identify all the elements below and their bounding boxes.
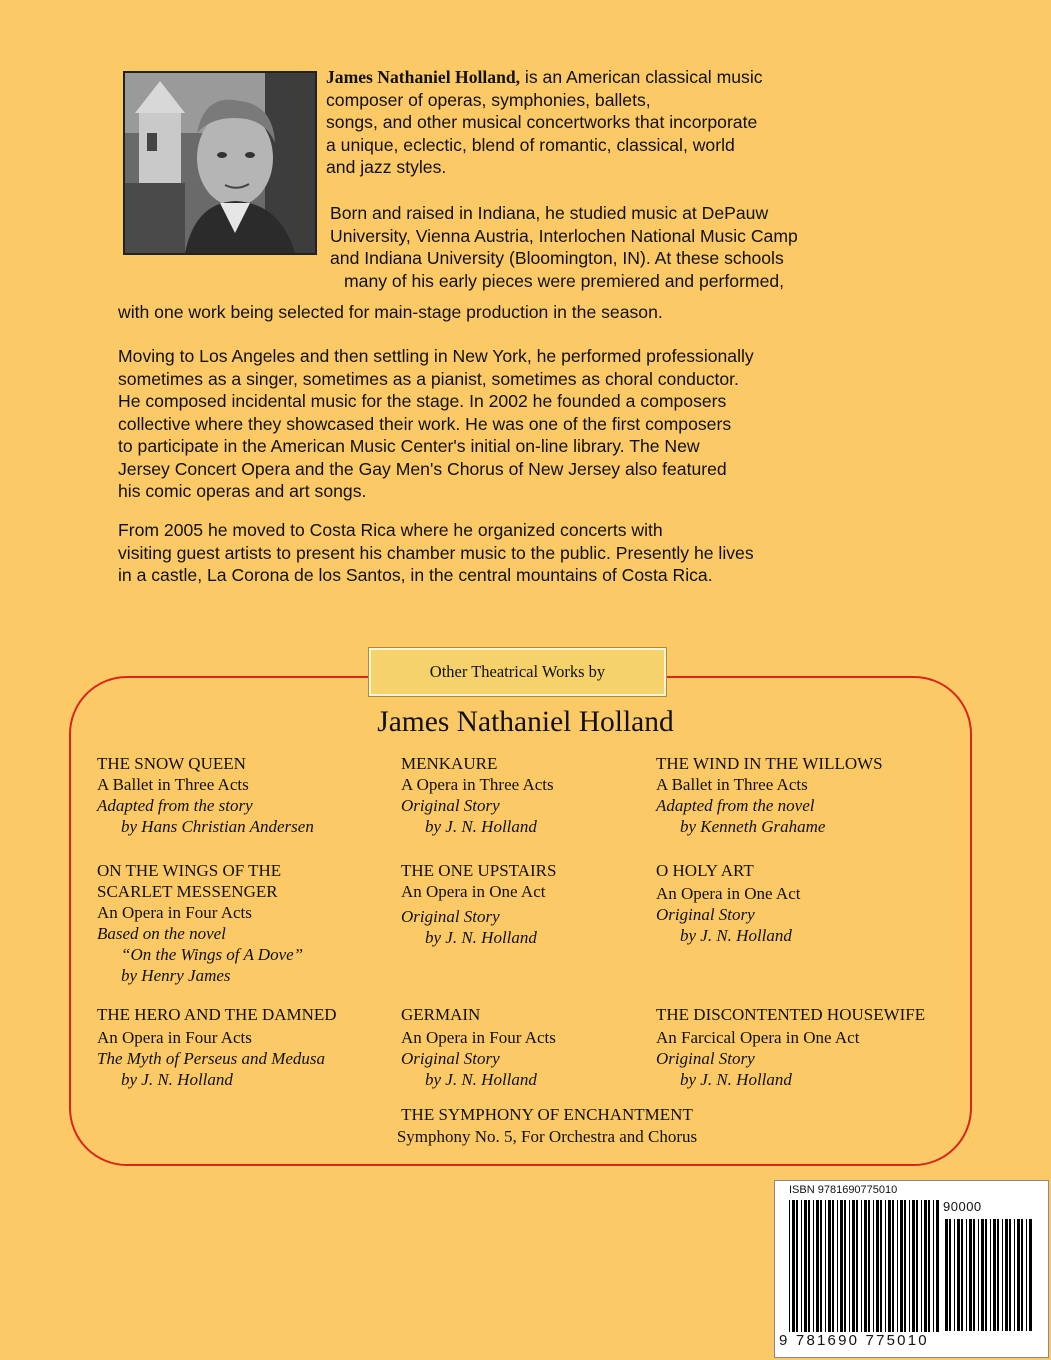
work-title: THE WIND IN THE WILLOWS (656, 754, 883, 773)
work-author: by J. N. Holland (680, 926, 792, 945)
barcode-bar (909, 1200, 910, 1332)
barcode-bar (954, 1219, 955, 1331)
work-title: THE SNOW QUEEN (97, 754, 246, 773)
symphony-entry (0, 1104, 1051, 1148)
barcode-bar (1002, 1219, 1003, 1331)
barcode-bar (1014, 1219, 1015, 1331)
work-item (97, 860, 303, 986)
work-item (401, 753, 554, 837)
bio-line: with one work being selected for main-stage production in the season. (118, 302, 663, 322)
barcode-bar (966, 1219, 967, 1331)
isbn-number: ISBN 9781690775010 (789, 1184, 898, 1196)
work-source: Adapted from the story (97, 796, 253, 815)
barcode-bar (888, 1200, 891, 1332)
work-title: THE ONE UPSTAIRS (401, 861, 557, 880)
bio-line: songs, and other musical concertworks that incorporate (326, 112, 758, 132)
symphony-subtitle: Symphony No. 5, For Orchestra and Chorus (396, 1127, 698, 1146)
work-type: A Opera in Three Acts (401, 775, 554, 794)
work-type: An Farcical Opera in One Act (656, 1028, 860, 1047)
barcode-bar (900, 1200, 903, 1332)
barcode-bar (924, 1200, 927, 1332)
bio-line: composer of operas, symphonies, ballets, (326, 89, 651, 110)
barcode-bar (921, 1200, 922, 1332)
barcode-bar (1009, 1219, 1011, 1331)
barcode-bar (961, 1219, 963, 1331)
barcode-bar (813, 1200, 814, 1332)
barcode-bar (820, 1200, 822, 1332)
work-source: Adapted from the novel (656, 796, 815, 815)
barcode-bar (1029, 1219, 1032, 1331)
barcode-bar (825, 1200, 826, 1332)
barcode-bar (949, 1219, 951, 1331)
bio-line: visiting guest artists to present his chamber music to the public. Presently he lives (118, 542, 754, 563)
bio-line: a unique, eclectic, blend of romantic, classical, world (326, 134, 735, 155)
barcode-bar (885, 1200, 886, 1332)
barcode-bar (816, 1200, 819, 1332)
author-portrait-photo (123, 71, 317, 255)
barcode-bar (832, 1200, 834, 1332)
bio-line: University, Vienna Austria, Interlochen National Music Camp (330, 225, 798, 246)
barcode-bar (868, 1200, 870, 1332)
bio-paragraph-2-end (118, 301, 663, 324)
work-type: An Opera in Four Acts (401, 1028, 556, 1047)
barcode-bar (861, 1200, 862, 1332)
barcode-bar (1021, 1219, 1023, 1331)
bio-line: sometimes as a singer, sometimes as a pianist, sometimes as choral conductor. (118, 368, 739, 389)
ean-digits: 9 781690 775010 (779, 1332, 929, 1349)
barcode-bar (957, 1219, 960, 1331)
barcode-bar (897, 1200, 898, 1332)
barcode-bar (828, 1200, 831, 1332)
author-name: James Nathaniel Holland, (326, 67, 521, 87)
bio-paragraph-4 (118, 519, 754, 587)
bio-line: his comic operas and art songs. (118, 481, 367, 501)
bio-line: Moving to Los Angeles and then settling in New York, he performed professionally (118, 346, 754, 366)
barcode-bar (1005, 1219, 1008, 1331)
barcode-bar (880, 1200, 882, 1332)
price-barcode-bars-icon (945, 1219, 1033, 1331)
barcode-bar (997, 1219, 999, 1331)
work-title: GERMAIN (401, 1005, 481, 1024)
work-item (97, 753, 314, 837)
work-author: by J. N. Holland (425, 928, 537, 947)
bio-line: He composed incidental music for the stage. In 2002 he founded a composers (118, 391, 727, 411)
work-title: ON THE WINGS OF THE (97, 861, 282, 880)
bio-line: collective where they showcased their work. He was one of the first composers (118, 413, 732, 434)
symphony-title: THE SYMPHONY OF ENCHANTMENT (401, 1105, 693, 1124)
barcode-bar (985, 1219, 987, 1331)
barcode-bar (796, 1200, 798, 1332)
bio-paragraph-1 (326, 66, 763, 179)
work-author: by J. N. Holland (680, 1070, 792, 1089)
barcode-bar (864, 1200, 867, 1332)
barcode-bar (1026, 1219, 1027, 1331)
barcode-bar (804, 1200, 807, 1332)
barcode-bar (981, 1219, 984, 1331)
barcode-bar (801, 1200, 802, 1332)
work-title: THE DISCONTENTED HOUSEWIFE (656, 1005, 926, 1024)
work-author: by Kenneth Grahame (680, 817, 826, 836)
barcode-bar (933, 1200, 934, 1332)
work-type: A Ballet in Three Acts (97, 775, 249, 794)
barcode-bar (916, 1200, 918, 1332)
barcode-bar (945, 1219, 948, 1331)
work-item (656, 1004, 925, 1090)
bio-paragraph-2 (330, 202, 798, 292)
barcode-bar (808, 1200, 810, 1332)
work-source-line-2: “On the Wings of A Dove” (121, 945, 304, 964)
barcode-bar (969, 1219, 972, 1331)
work-item (656, 753, 883, 837)
work-type: A Ballet in Three Acts (656, 775, 808, 794)
work-title-line-2: SCARLET MESSENGER (97, 882, 278, 901)
work-title: THE HERO AND THE DAMNED (97, 1005, 337, 1024)
work-author: by Henry James (121, 966, 231, 985)
barcode-bar (990, 1219, 991, 1331)
barcode-bar (837, 1200, 838, 1332)
work-type: An Opera in One Act (401, 882, 546, 901)
barcode-bar (844, 1200, 846, 1332)
bio-line: in a castle, La Corona de los Santos, in the central mountains of Costa Rica. (118, 565, 713, 585)
work-source: Original Story (401, 1049, 500, 1068)
barcode-bar (936, 1200, 939, 1332)
barcode-bar (792, 1200, 795, 1332)
barcode-bar (1017, 1219, 1020, 1331)
work-source: Original Story (656, 1049, 755, 1068)
bio-line: to participate in the American Music Center's initial on-line library. The New (118, 436, 700, 456)
work-title: MENKAURE (401, 754, 498, 773)
bio-line: and Indiana University (Bloomington, IN). At these schools (330, 248, 784, 268)
work-author: by J. N. Holland (425, 1070, 537, 1089)
work-item (97, 1004, 337, 1090)
barcode-bar (840, 1200, 843, 1332)
work-author: by J. N. Holland (425, 817, 537, 836)
bio-line: Jersey Concert Opera and the Gay Men's Chorus of New Jersey also featured (118, 458, 727, 479)
barcode-bar (856, 1200, 858, 1332)
barcode-bars-icon (789, 1200, 939, 1332)
price-code: 90000 (943, 1199, 982, 1214)
isbn-barcode (774, 1180, 1049, 1358)
work-source: Based on the novel (97, 924, 226, 943)
barcode-bar (993, 1219, 996, 1331)
barcode-bar (789, 1200, 790, 1332)
bio-line: From 2005 he moved to Costa Rica where he organized concerts with (118, 520, 663, 540)
work-item (656, 860, 800, 946)
work-source: The Myth of Perseus and Medusa (97, 1049, 326, 1068)
barcode-bar (912, 1200, 915, 1332)
barcode-bar (928, 1200, 930, 1332)
barcode-bar (978, 1219, 979, 1331)
work-source: Original Story (401, 796, 500, 815)
work-item (401, 1004, 556, 1090)
bio-line: and jazz styles. (326, 157, 447, 177)
barcode-bar (849, 1200, 850, 1332)
work-item (401, 860, 556, 948)
bio-paragraph-3 (118, 345, 754, 503)
work-author: by J. N. Holland (121, 1070, 233, 1089)
bio-line: many of his early pieces were premiered and performed, (344, 270, 785, 291)
work-title: O HOLY ART (656, 861, 754, 880)
barcode-bar (873, 1200, 874, 1332)
work-source: Original Story (656, 905, 755, 924)
work-source: Original Story (401, 907, 500, 926)
works-heading: James Nathaniel Holland (377, 706, 674, 738)
work-author: by Hans Christian Andersen (121, 817, 314, 836)
works-label: Other Theatrical Works by (369, 648, 666, 696)
barcode-bar (904, 1200, 906, 1332)
barcode-bar (892, 1200, 894, 1332)
work-type: An Opera in Four Acts (97, 1028, 252, 1047)
bio-line: Born and raised in Indiana, he studied music at DePauw (330, 203, 769, 223)
work-type: An Opera in One Act (656, 884, 801, 903)
barcode-bar (852, 1200, 855, 1332)
barcode-bar (876, 1200, 879, 1332)
bio-line: James Nathaniel Holland, is an American classical music (326, 67, 763, 87)
work-type: An Opera in Four Acts (97, 903, 252, 922)
barcode-bar (973, 1219, 975, 1331)
